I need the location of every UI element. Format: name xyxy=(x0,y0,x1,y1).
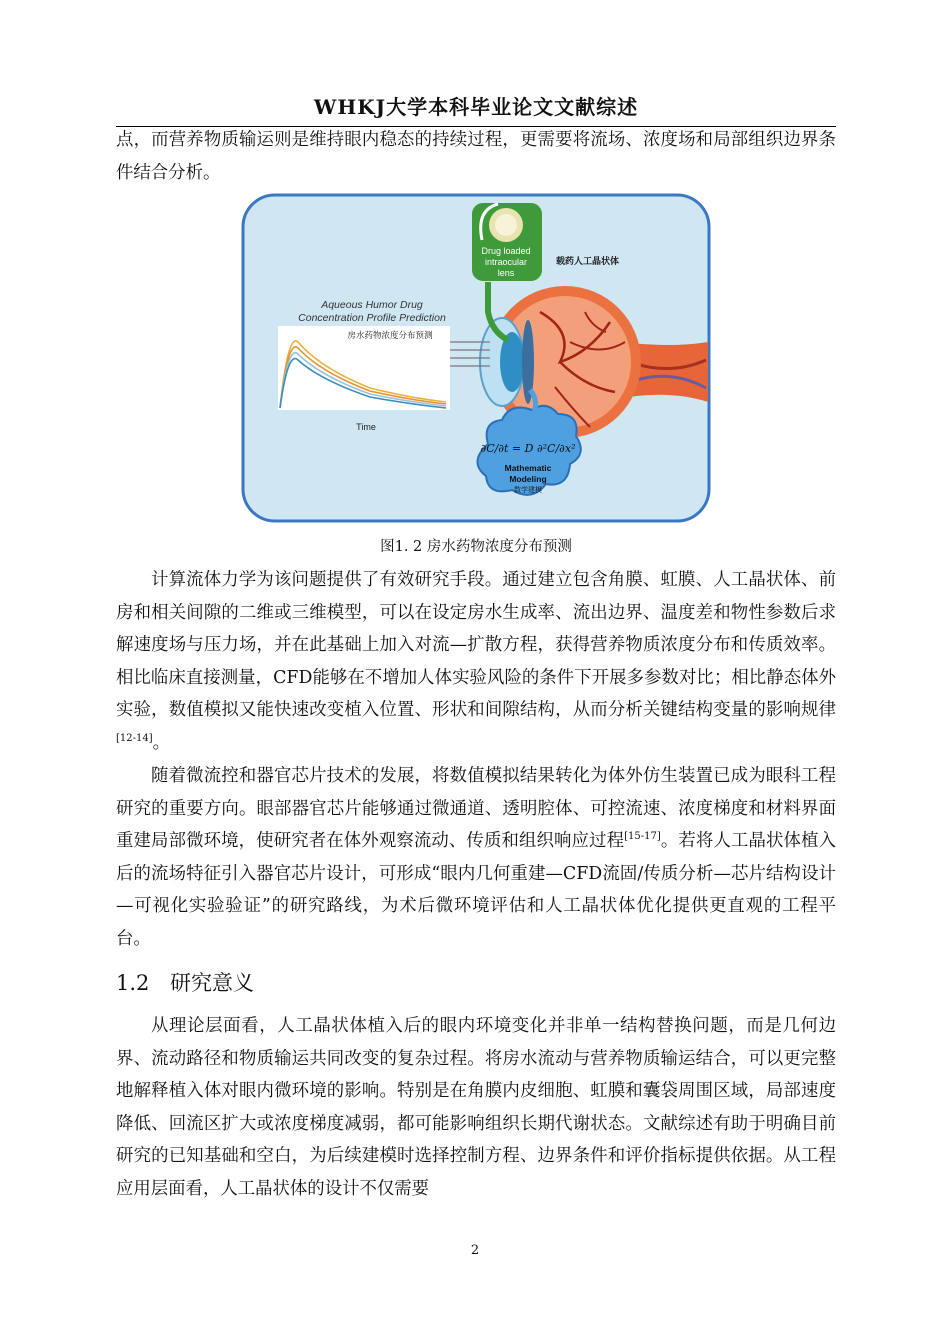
lens-label-cn: 载药人工晶状体 xyxy=(556,257,620,267)
paragraph-2-end: 。 xyxy=(152,732,171,753)
plot-title-line-2: Concentration Profile Prediction xyxy=(298,312,446,324)
diffusion-equation: ∂C/∂t = D ∂²C/∂x² xyxy=(480,442,576,455)
paragraph-2-text: 计算流体力学为该问题提供了有效研究手段。通过建立包含角膜、虹膜、人工晶状体、前房和相关间隙的二维或三维模型，可以在设定房水生成率、流出边界、温度差和物性参数后求解速度场与压力场，并在此基础上加入对流—扩散方程，获得营养物质浓度分布和传质效率。相比临床直接测量，CFD能够在不增加人体实验风险的条件下开展多参数对比；相比静态体外实验，数值模拟又能快速改变植入位置、形状和间隙结构，从而分析关键结构变量的影响规律 xyxy=(116,570,836,721)
figure-drug-concentration xyxy=(240,192,712,524)
paragraph-4: 从理论层面看，人工晶状体植入后的眼内环境变化并非单一结构替换问题，而是几何边界、流动路径和物质输运共同改变的复杂过程。将房水流动与营养物质输运结合，可以更完整地解释植入体对眼内微环境的影响。特别是在角膜内皮细胞、虹膜和囊袋周围区域，局部速度降低、回流区扩大或浓度梯度减弱，都可能影响组织长期代谢状态。文献综述有助于明确目前研究的已知基础和空白，为后续建模时选择控制方程、边界条件和评价指标提供依据。从工程应用层面看，人工晶状体的设计不仅需要 xyxy=(116,1016,836,1199)
paragraph-1: 点，而营养物质输运则是维持眼内稳态的持续过程，更需要将流场、浓度场和局部组织边界条件结合分析。 xyxy=(116,130,836,183)
page-number: 2 xyxy=(470,1243,480,1258)
paragraph-3-text-2: 。若将人工晶状体植入后的流场特征引入器官芯片设计，可形成“眼内几何重建—CFD流固/传质分析—芯片结构设计—可视化实验验证”的研究路线，为术后微环境评估和人工晶状体优化提供更直观的工程平台。 xyxy=(116,831,836,949)
page-header: WHKJ大学本科毕业论文文献综述 xyxy=(116,92,836,127)
model-label-cn: 数学建模 xyxy=(514,486,542,494)
paragraph-2 xyxy=(116,564,836,760)
lens-label-line-2: intraocular xyxy=(484,257,528,267)
citation-12-14: [12-14] xyxy=(116,733,153,745)
plot-title-line-1: Aqueous Humor Drug xyxy=(321,299,423,311)
plot-x-label: Time xyxy=(356,422,376,432)
paragraph-3-text-1: 随着微流控和器官芯片技术的发展，将数值模拟结果转化为体外仿生装置已成为眼科工程研究的重要方向。眼部器官芯片能够通过微通道、透明腔体、可控流速、浓度梯度和材料界面重建局部微环境，使研究者在体外观察流动、传质和组织响应过程 xyxy=(116,766,836,852)
lens-label-line-1: Drug loaded xyxy=(481,246,531,256)
paragraph-3 xyxy=(116,760,836,956)
figure-caption: 图1. 2 房水药物浓度分布预测 xyxy=(380,539,572,555)
section-title: 研究意义 xyxy=(170,971,254,995)
lens-label-line-3: lens xyxy=(497,268,515,278)
section-heading xyxy=(116,966,254,1000)
model-label-line-2: Modeling xyxy=(509,474,547,484)
section-number: 1.2 xyxy=(116,971,150,995)
citation-15-17: [15-17] xyxy=(624,831,661,843)
plot-title-cn: 房水药物浓度分布预测 xyxy=(347,331,433,341)
model-label-line-1: Mathematic xyxy=(504,463,552,473)
